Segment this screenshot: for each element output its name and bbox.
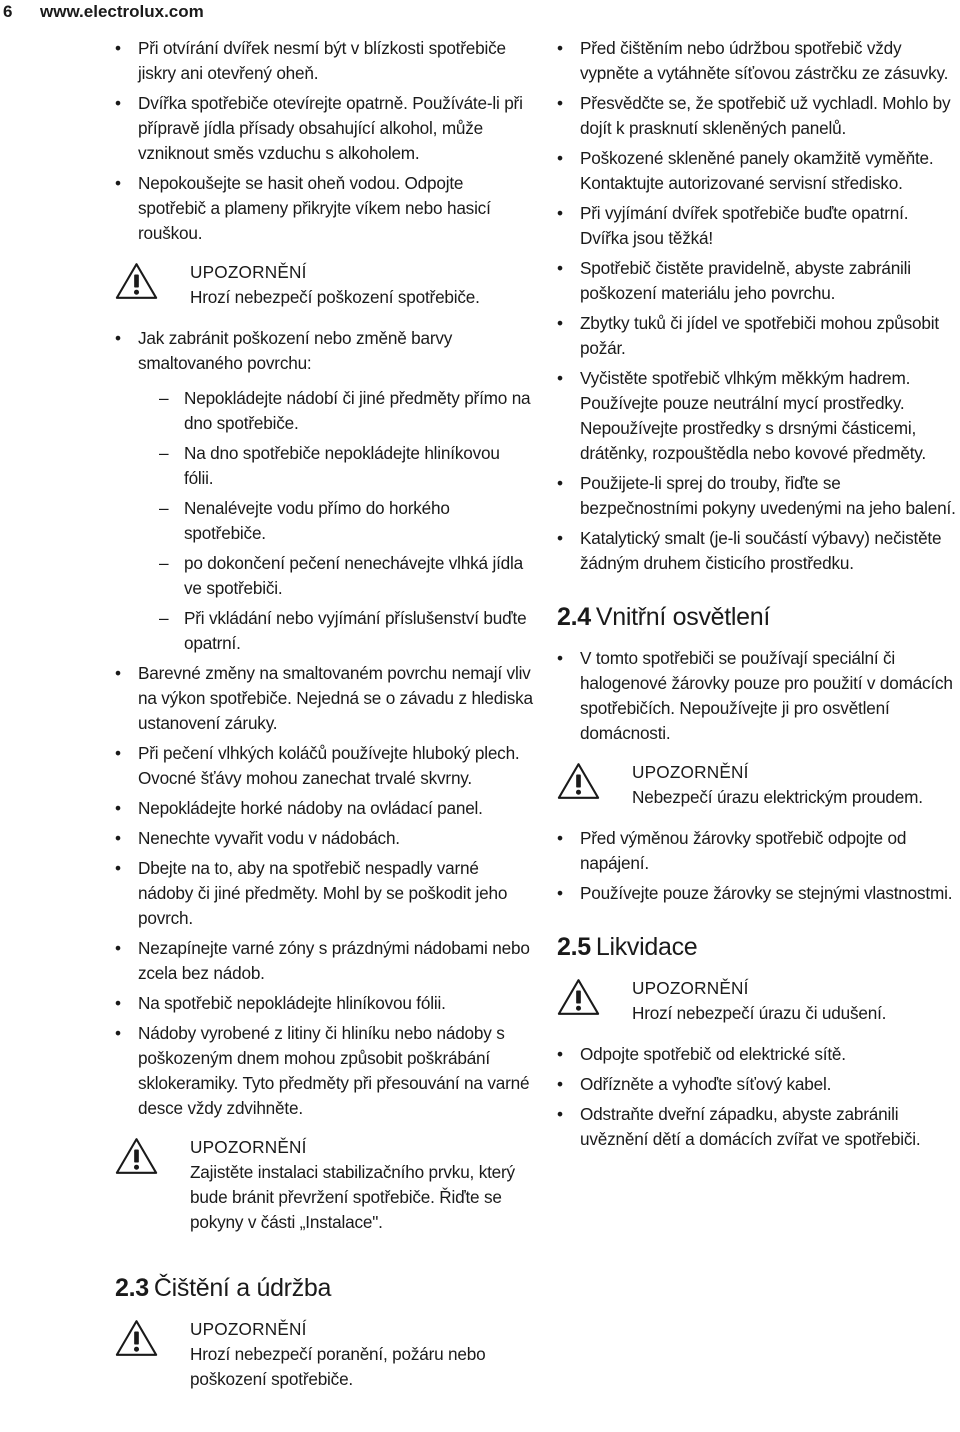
section-number: 2.4 <box>557 603 591 631</box>
list-item: • Při otvírání dvířek nesmí být v blízkosti spotřebiče jiskry ani otevřený oheň. <box>115 36 533 86</box>
sub-list-item: – Na dno spotřebiče nepokládejte hliníkovou fólii. <box>138 441 533 491</box>
list-item: • Spotřebič čistěte pravidelně, abyste zabránili poškození materiálu jeho povrchu. <box>557 256 957 306</box>
warning-title: UPOZORNĚNÍ <box>190 1137 307 1157</box>
warning-title: UPOZORNĚNÍ <box>632 762 749 782</box>
list-item: • Nezapínejte varné zóny s prázdnými nádobami nebo zcela bez nádob. <box>115 936 533 986</box>
warning-triangle-icon <box>115 1319 158 1357</box>
list-item: • Před výměnou žárovky spotřebič odpojte od napájení. <box>557 826 957 876</box>
warning-triangle-icon <box>115 262 158 300</box>
warning-title: UPOZORNĚNÍ <box>190 1319 307 1339</box>
sub-list-item: – Nenalévejte vodu přímo do horkého spotřebiče. <box>138 496 533 546</box>
warning-text: Hrozí nebezpečí poranění, požáru nebo poškození spotřebiče. <box>190 1344 486 1389</box>
section-heading <box>115 1273 533 1303</box>
sub-list-item: – Při vkládání nebo vyjímání příslušenství buďte opatrní. <box>138 606 533 656</box>
list-item: • Použijete-li sprej do trouby, řiďte se bezpečnostními pokyny uvedenými na jeho balení. <box>557 471 957 521</box>
left-column <box>115 36 533 1408</box>
warning-text: Zajistěte instalaci stabilizačního prvku, který bude bránit převržení spotřebiče. Řiďte se pokyny v části „Instalace". <box>190 1162 515 1232</box>
section-title: Čištění a údržba <box>153 1274 332 1302</box>
bullet-list <box>557 646 957 746</box>
list-item: • Nepokládejte horké nádoby na ovládací panel. <box>115 796 533 821</box>
list-item: • Používejte pouze žárovky se stejnými vlastnostmi. <box>557 881 957 906</box>
section-heading <box>557 602 957 632</box>
dash-list <box>138 386 533 656</box>
bullet-list <box>115 326 533 1121</box>
list-item: • Při pečení vlhkých koláčů používejte hluboký plech. Ovocné šťávy mohou zanechat trvalé skvrny. <box>115 741 533 791</box>
list-item: • Barevné změny na smaltovaném povrchu nemají vliv na výkon spotřebiče. Nejedná se o závadu z hlediska ustanovení záruky. <box>115 661 533 736</box>
warning-triangle-icon <box>557 978 600 1016</box>
list-item-text: Jak zabránit poškození nebo změně barvy smaltovaného povrchu: <box>138 328 453 373</box>
list-item: • Vyčistěte spotřebič vlhkým měkkým hadrem. Používejte pouze neutrální mycí prostředky. Nepoužívejte prostředky s drsnými částicemi, drátěnky, rozpouštědla nebo kovové předměty. <box>557 366 957 466</box>
warning-text: Nebezpečí úrazu elektrickým proudem. <box>632 787 923 807</box>
warning-text: Hrozí nebezpečí poškození spotřebiče. <box>190 287 480 307</box>
list-item: • Odstraňte dveřní západku, abyste zabránili uvěznění dětí a domácích zvířat ve spotřebiči. <box>557 1102 957 1152</box>
section-heading <box>557 932 957 962</box>
list-item: • Odpojte spotřebič od elektrické sítě. <box>557 1042 957 1067</box>
warning-text: Hrozí nebezpečí úrazu či udušení. <box>632 1003 887 1023</box>
warning-triangle-icon <box>557 762 600 800</box>
list-item: • Při vyjímání dvířek spotřebiče buďte opatrní. Dvířka jsou těžká! <box>557 201 957 251</box>
bullet-list <box>557 1042 957 1152</box>
bullet-list <box>557 826 957 906</box>
sub-list-item: – Nepokládejte nádobí či jiné předměty přímo na dno spotřebiče. <box>138 386 533 436</box>
right-column <box>557 36 957 1157</box>
page-number: 6 <box>3 2 13 21</box>
list-item: • Přesvědčte se, že spotřebič už vychladl. Mohlo by dojít k prasknutí skleněných panelů. <box>557 91 957 141</box>
list-item: • V tomto spotřebiči se používají speciální či halogenové žárovky pouze pro použití v domácích spotřebičích. Nepoužívejte ji pro osvětlení domácnosti. <box>557 646 957 746</box>
list-item: • Nepokoušejte se hasit oheň vodou. Odpojte spotřebič a plameny přikryjte víkem nebo hasicí rouškou. <box>115 171 533 246</box>
list-item: • Odřízněte a vyhoďte síťový kabel. <box>557 1072 957 1097</box>
bullet-list <box>115 36 533 246</box>
list-item: • Dvířka spotřebiče otevírejte opatrně. Používáte-li při přípravě jídla přísady obsahující alkohol, může vzniknout směs vzduchu s alkoholem. <box>115 91 533 166</box>
list-item: • Zbytky tuků či jídel ve spotřebiči mohou způsobit požár. <box>557 311 957 361</box>
site-url[interactable]: www.electrolux.com <box>40 2 204 21</box>
warning-block <box>115 260 533 310</box>
list-item: • Na spotřebič nepokládejte hliníkovou fólii. <box>115 991 533 1016</box>
list-item: • Poškozené skleněné panely okamžitě vyměňte. Kontaktujte autorizované servisní středisko. <box>557 146 957 196</box>
section-number: 2.3 <box>115 1274 149 1302</box>
list-item: • Katalytický smalt (je-li součástí výbavy) nečistěte žádným druhem čisticího prostředku. <box>557 526 957 576</box>
warning-block <box>115 1317 533 1392</box>
list-item: • Nenechte vyvařit vodu v nádobách. <box>115 826 533 851</box>
list-item: • Dbejte na to, aby na spotřebič nespadly varné nádoby či jiné předměty. Mohl by se poškodit jeho povrch. <box>115 856 533 931</box>
warning-block <box>115 1135 533 1235</box>
sub-list-item: – po dokončení pečení nenechávejte vlhká jídla ve spotřebiči. <box>138 551 533 601</box>
section-title: Vnitřní osvětlení <box>595 603 771 631</box>
page-header <box>0 0 960 30</box>
warning-title: UPOZORNĚNÍ <box>632 978 749 998</box>
warning-block <box>557 760 957 810</box>
list-item: • Nádoby vyrobené z litiny či hliníku nebo nádoby s poškozeným dnem mohou způsobit poškrábání sklokeramiky. Tyto předměty při přesouvání na varné desce vždy zdvihněte. <box>115 1021 533 1121</box>
bullet-list <box>557 36 957 576</box>
section-title: Likvidace <box>595 933 698 961</box>
warning-triangle-icon <box>115 1137 158 1175</box>
section-number: 2.5 <box>557 933 591 961</box>
warning-block <box>557 976 957 1026</box>
list-item: • Před čištěním nebo údržbou spotřebič vždy vypněte a vytáhněte síťovou zástrčku ze zásuvky. <box>557 36 957 86</box>
warning-title: UPOZORNĚNÍ <box>190 262 307 282</box>
list-item <box>115 326 533 656</box>
